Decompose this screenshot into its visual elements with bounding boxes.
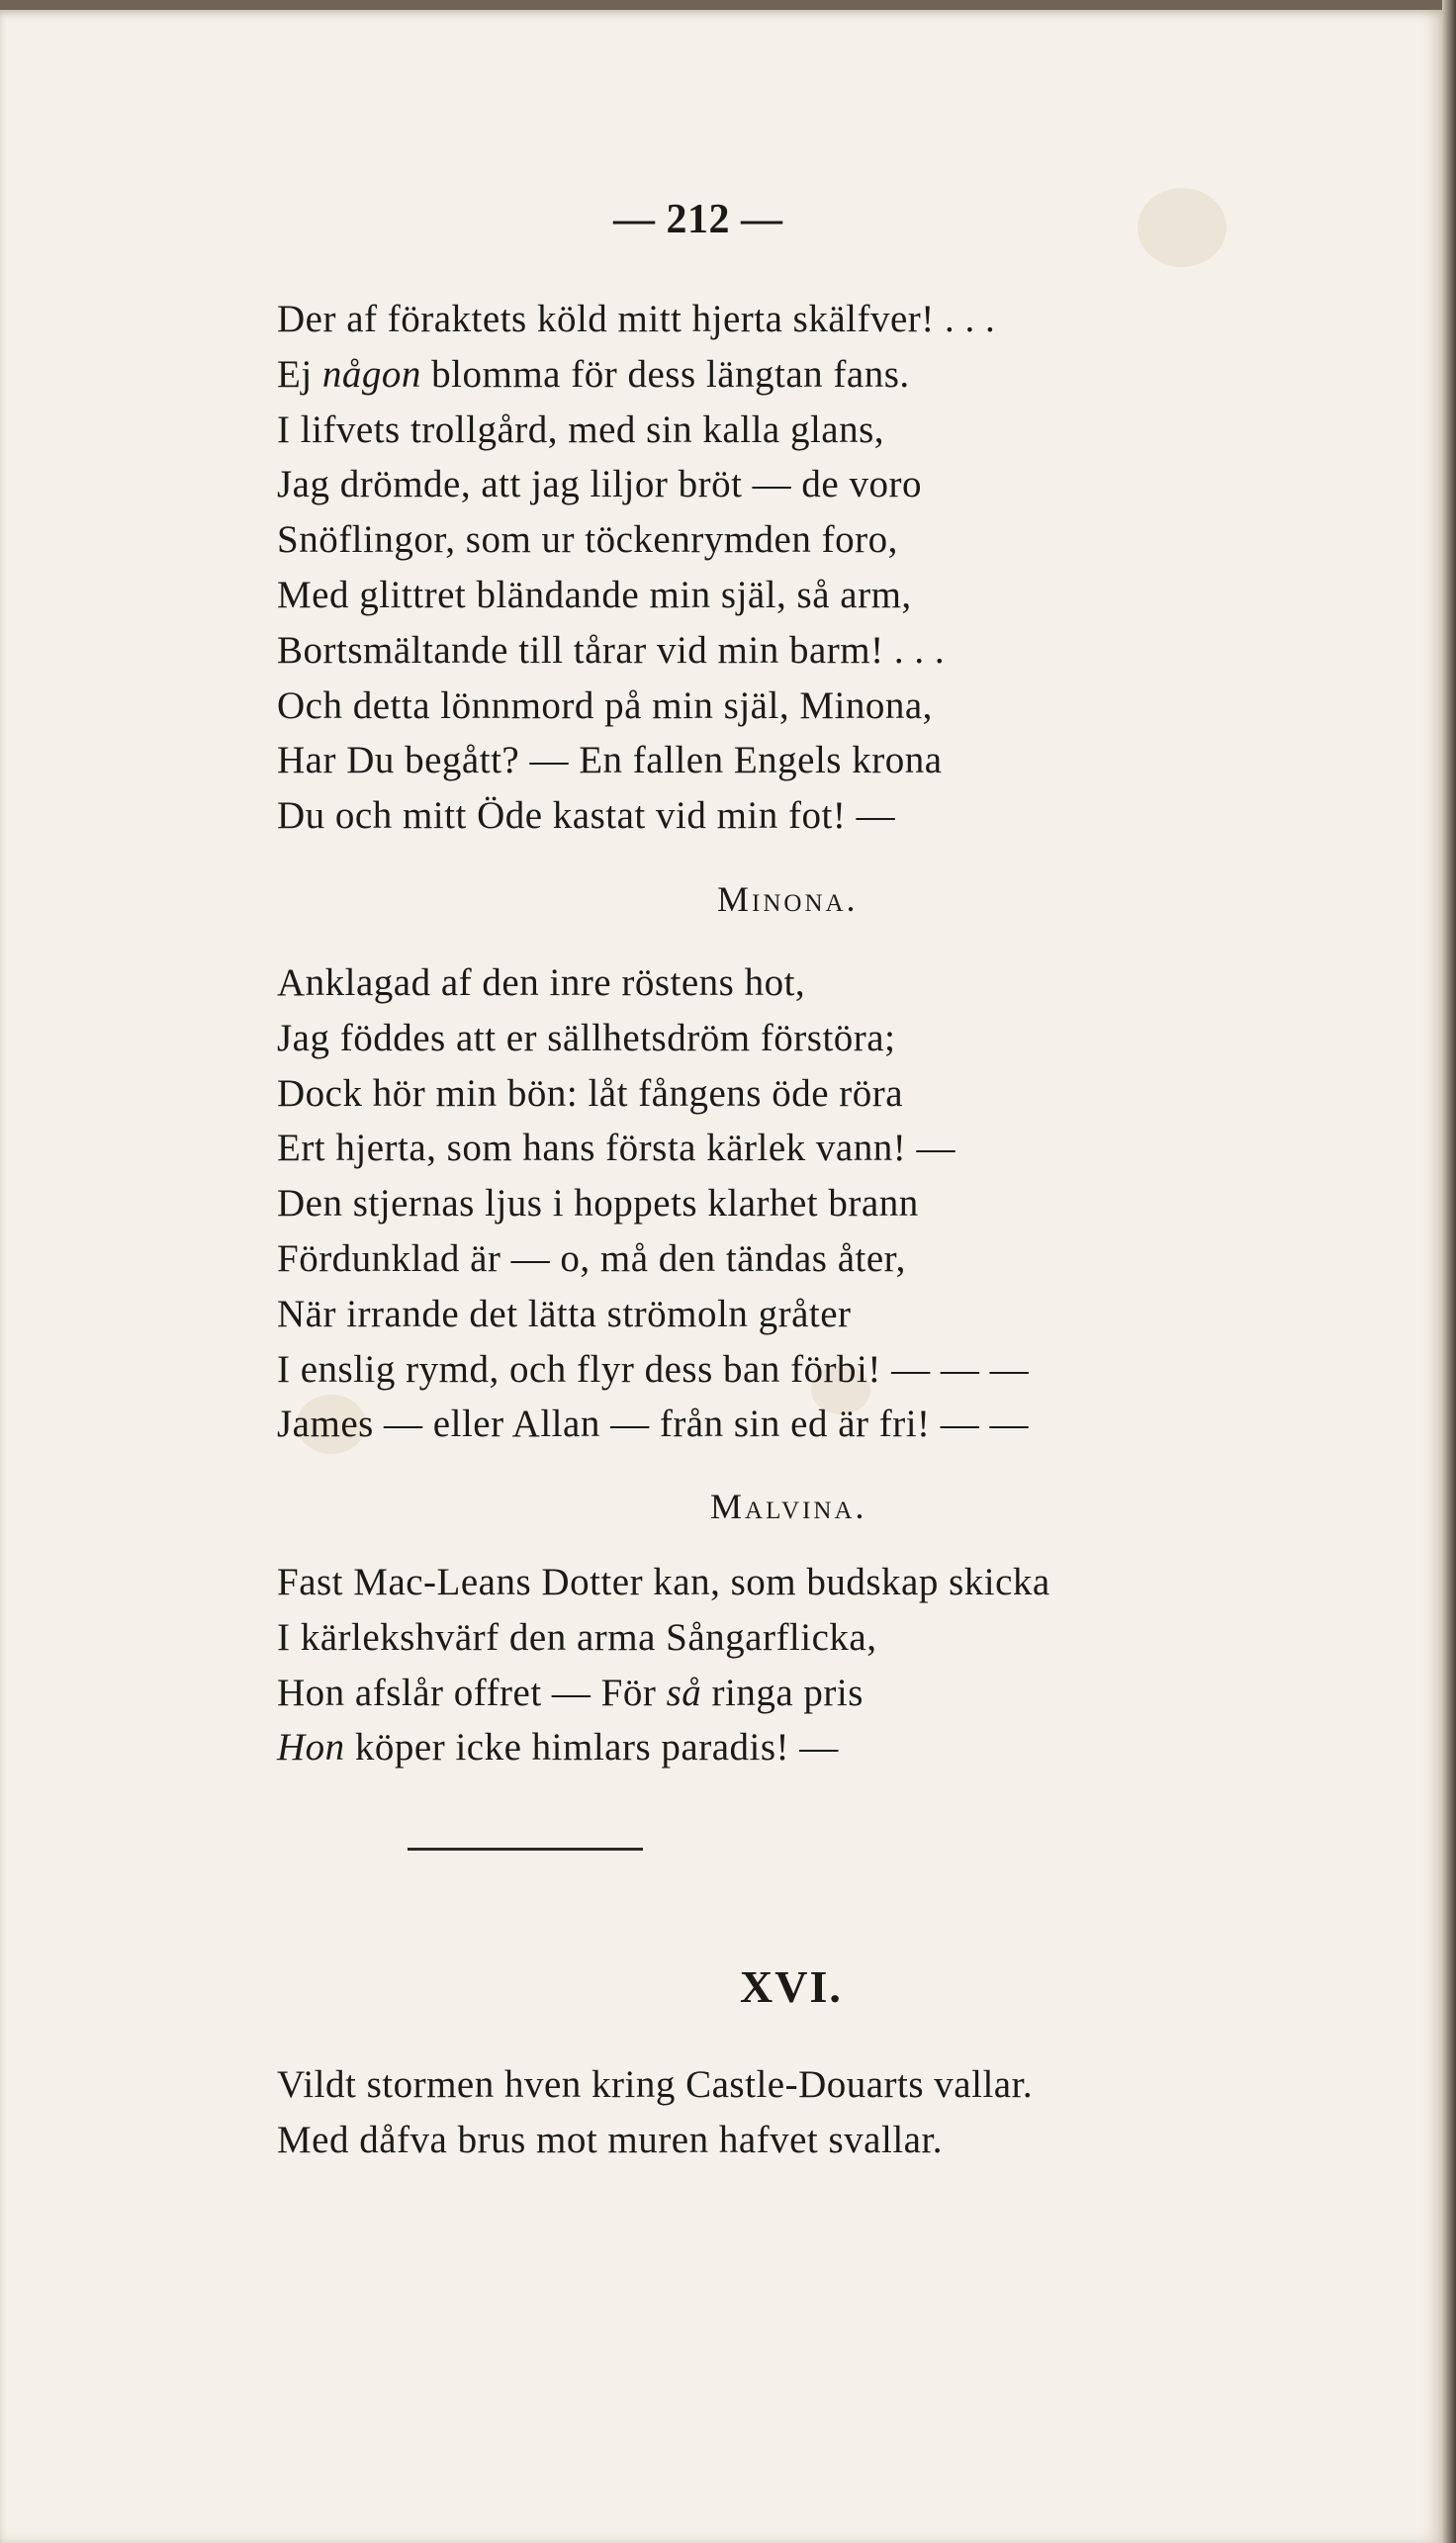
section-divider	[408, 1848, 643, 1851]
verse-line: Anklagad af den inre röstens hot,	[277, 961, 806, 1004]
verse-line: När irrande det lätta strömoln gråter	[277, 1292, 852, 1335]
verse-line: Har Du begått? — En fallen Engels krona	[277, 739, 943, 782]
emphasized-word: någon	[321, 352, 421, 396]
verse-line: Och detta lönnmord på min själ, Minona,	[277, 683, 933, 727]
speaker-name: Malvina.	[710, 1487, 867, 1526]
verse-line: Den stjernas ljus i hoppets klarhet brann	[277, 1182, 919, 1226]
verse-line: I kärlekshvärf den arma Sångarflicka,	[277, 1615, 877, 1659]
section-number: XVI.	[740, 1961, 843, 2012]
stanza-1	[277, 292, 995, 844]
verse-line: Fast Mac-Leans Dotter kan, som budskap skicka	[277, 1561, 1050, 1603]
verse-line: Dock hör min bön: låt fångens öde röra	[277, 1071, 904, 1115]
emphasized-word: så	[666, 1671, 702, 1714]
verse-line: Fördunklad är — o, må den tändas åter,	[277, 1236, 906, 1280]
verse-line: Vildt stormen hven kring Castle-Douarts vallar.	[277, 2063, 1034, 2106]
book-spine-edge	[1442, 0, 1456, 2543]
verse-line: Hon afslår offret — För så ringa pris	[277, 1671, 864, 1714]
verse-line: James — eller Allan — från sin ed är fri! — —	[277, 1403, 1030, 1446]
verse-line: Der af föraktets köld mitt hjerta skälfver! . . .	[277, 298, 996, 340]
verse-line: Ej någon blomma för dess längtan fans.	[277, 352, 910, 396]
verse-line: Med glittret bländande min själ, så arm,	[277, 573, 912, 616]
verse-line: Med dåfva brus mot muren hafvet svallar.	[277, 2118, 944, 2161]
verse-line: I enslig rymd, och flyr dess ban förbi! — — —	[277, 1347, 1030, 1391]
verse-line: Snöflingor, som ur töckenrymden foro,	[277, 518, 898, 562]
verse-line: Ert hjerta, som hans första kärlek vann! —	[277, 1127, 956, 1170]
verse-line: Bortsmältande till tårar vid min barm! . . .	[277, 628, 946, 672]
page-number-header: — 212 —	[613, 197, 783, 242]
verse-line: Hon köper icke himlars paradis! —	[277, 1726, 839, 1770]
verse-line: I lifvets trollgård, med sin kalla glans,	[277, 408, 885, 451]
speaker-name: Minona.	[717, 879, 859, 919]
verse-line: Jag drömde, att jag liljor bröt — de voro	[277, 463, 922, 506]
verse-line: Jag föddes att er sällhetsdröm förstöra;	[277, 1016, 896, 1059]
stanza-4	[277, 2057, 1033, 2168]
stanza-3	[277, 1555, 1050, 1775]
verse-line: Du och mitt Öde kastat vid min fot! —	[277, 794, 896, 838]
book-page	[0, 10, 1442, 2543]
stanza-2	[277, 955, 1029, 1452]
emphasized-word: Hon	[277, 1726, 345, 1770]
